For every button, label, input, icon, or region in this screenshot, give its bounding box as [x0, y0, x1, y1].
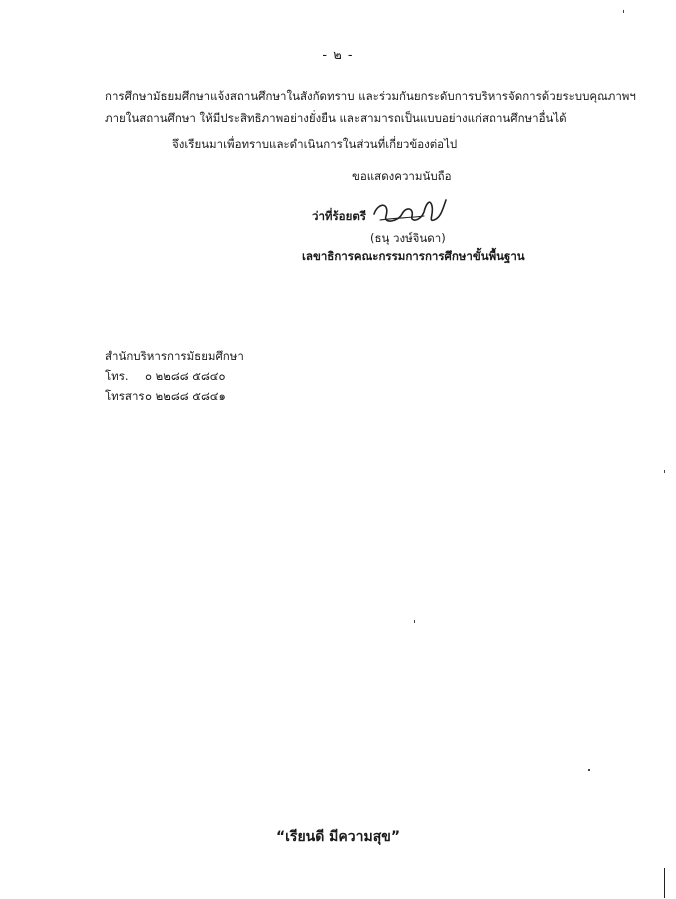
contact-fax: ๐ ๒๒๘๘ ๕๘๔๑	[145, 389, 226, 403]
scan-speck	[588, 769, 590, 771]
contact-fax-label: โทรสาร	[105, 389, 145, 403]
body-paragraph-line-1: การศึกษามัธยมศึกษาแจ้งสถานศึกษาในสังกัดทราบ และร่วมกันยกระดับการบริหารจัดการด้วยระบบคุณภาพฯ	[105, 89, 636, 103]
signatory-name: (ธนุ วงษ์จินดา)	[370, 231, 446, 245]
signature-salutation: ขอแสดงความนับถือ	[352, 169, 452, 183]
contact-phone-label: โทร.	[105, 369, 129, 383]
closing-request: จึงเรียนมาเพื่อทราบและดำเนินการในส่วนที่เกี่ยวข้องต่อไป	[172, 137, 458, 151]
signature-rank: ว่าที่ร้อยตรี	[312, 209, 366, 223]
scan-speck	[664, 470, 665, 473]
motto: “เรียนดี มีความสุข”	[275, 829, 401, 845]
body-paragraph-line-2: ภายในสถานศึกษา ให้มีประสิทธิภาพอย่างยั่งยืน และสามารถเป็นแบบอย่างแก่สถานศึกษาอื่นได้	[105, 111, 567, 125]
signatory-position: เลขาธิการคณะกรรมการการศึกษาขั้นพื้นฐาน	[302, 249, 525, 263]
page-number: - ๒ -	[322, 48, 354, 63]
scan-speck	[414, 620, 415, 623]
contact-phone: ๐ ๒๒๘๘ ๕๘๔๐	[145, 369, 226, 383]
handwritten-signature	[368, 192, 450, 232]
contact-office: สำนักบริหารการมัธยมศึกษา	[105, 349, 244, 363]
scan-edge-line	[664, 868, 665, 898]
scan-speck	[623, 10, 624, 13]
